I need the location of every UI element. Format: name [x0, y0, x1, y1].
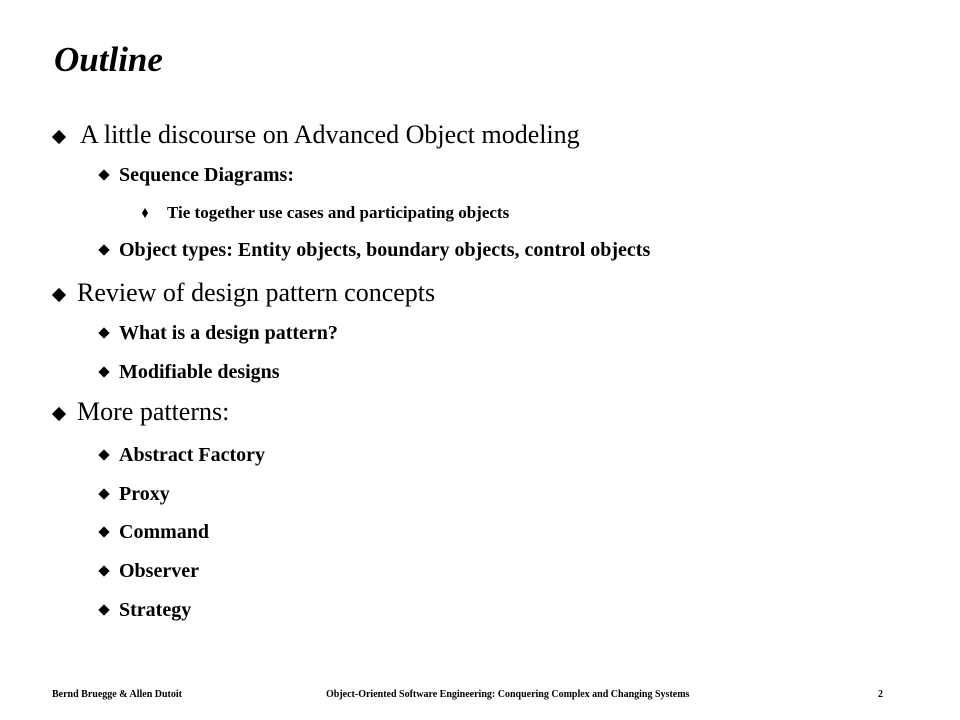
diamond-bullet-icon — [52, 407, 66, 421]
outline-item-text: Review of design pattern concepts — [77, 278, 436, 307]
outline-subitem-text: Proxy — [119, 483, 170, 505]
diamond-bullet-icon — [98, 449, 109, 460]
narrow-diamond-bullet-icon — [142, 208, 148, 218]
diamond-bullet-icon — [98, 565, 109, 576]
diamond-bullet-icon — [98, 526, 109, 537]
diamond-bullet-icon — [98, 604, 109, 615]
diamond-bullet-icon — [98, 488, 109, 499]
outline-subitem-text: Observer — [119, 560, 199, 582]
outline-subitem-text: Sequence Diagrams: — [119, 164, 294, 186]
footer-page-number: 2 — [878, 689, 883, 700]
outline-item-text: A little discourse on Advanced Object modeling — [80, 120, 580, 149]
outline-subitem-text: What is a design pattern? — [119, 322, 338, 344]
outline-subitem-text: Modifiable designs — [119, 361, 280, 383]
outline-subitem-text: Abstract Factory — [119, 444, 266, 466]
slide-title: Outline — [54, 40, 163, 79]
footer-book-title: Object-Oriented Software Engineering: Conquering Complex and Changing Systems — [326, 689, 690, 700]
outline-subitem-text: Strategy — [119, 599, 192, 621]
diamond-bullet-icon — [52, 130, 66, 144]
diamond-bullet-icon — [98, 366, 109, 377]
outline-subsubitem-text: Tie together use cases and participating objects — [167, 203, 510, 222]
diamond-bullet-icon — [98, 244, 109, 255]
diamond-bullet-icon — [98, 169, 109, 180]
outline-subitem-text: Command — [119, 521, 210, 543]
footer-authors: Bernd Bruegge & Allen Dutoit — [52, 689, 182, 700]
outline-subitem-text: Object types: Entity objects, boundary objects, control objects — [119, 239, 651, 261]
diamond-bullet-icon — [52, 288, 66, 302]
diamond-bullet-icon — [98, 327, 109, 338]
outline-item-text: More patterns: — [77, 397, 230, 426]
